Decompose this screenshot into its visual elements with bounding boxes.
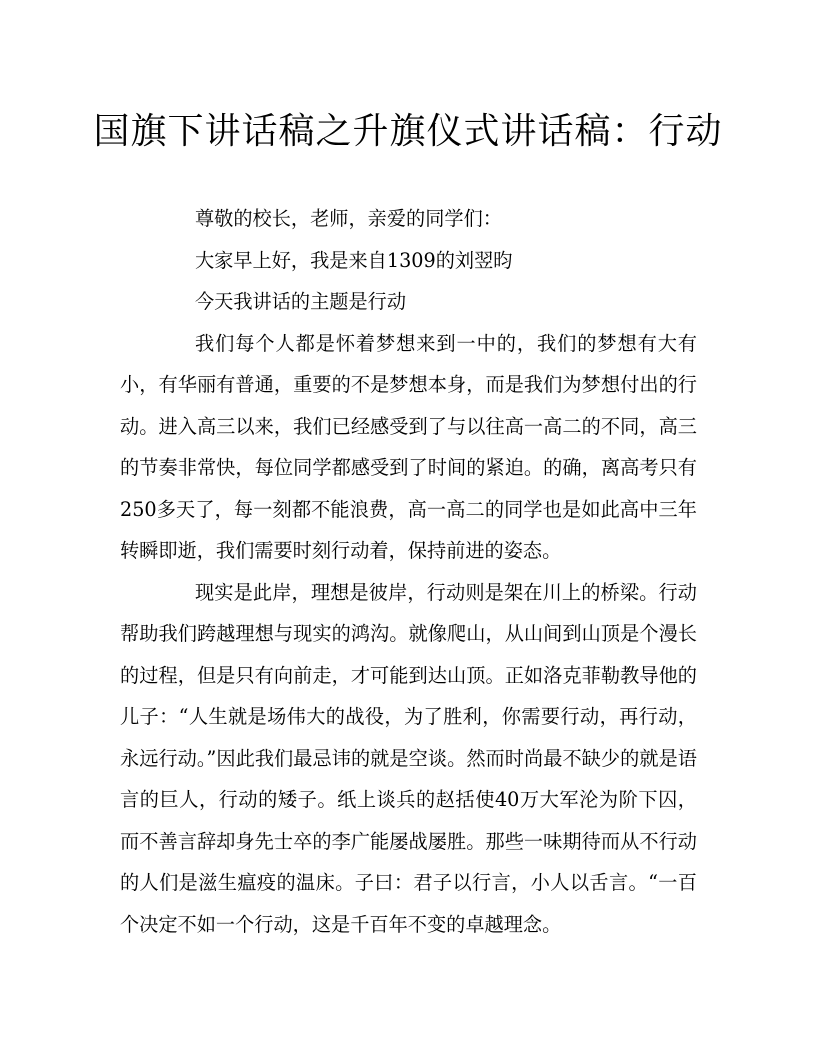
document-title: 国旗下讲话稿之升旗仪式讲话稿：行动 xyxy=(93,111,723,152)
paragraph-salutation: 尊敬的校长，老师，亲爱的同学们： xyxy=(195,207,502,230)
paragraph-dreams: 我们每个人都是怀着梦想来到一中的，我们的梦想有大有小，有华丽有普通，重要的不是梦想本身，而是我们为梦想付出的行动。进入高三以来，我们已经感受到了与以往高一高二的不同，高三的节奏非常快，每位同学都感受到了时间的紧迫。的确，离高考只有250多天了，每一刻都不能浪费，高一高二的同学也是如此高中三年转瞬即逝，我们需要时刻行动着，保持前进的姿态。 xyxy=(120,331,697,562)
paragraph-action: 现实是此岸，理想是彼岸，行动则是架在川上的桥梁。行动帮助我们跨越理想与现实的鸿沟。就像爬山，从山间到山顶是个漫长的过程，但是只有向前走，才可能到达山顶。正如洛克菲勒教导他的儿子：“人生就是场伟大的战役，为了胜利，你需要行动，再行动，永远行动。”因此我们最忌讳的就是空谈。然而时尚最不缺少的就是语言的巨人，行动的矮子。纸上谈兵的赵括使40万大军沦为阶下囚，而不善言辞却身先士卒的李广能屡战屡胜。那些一味期待而从不行动的人们是滋生瘟疫的温床。子曰：君子以行言，小人以舌言。“一百个决定不如一个行动，这是千百年不变的卓越理念。 xyxy=(120,580,697,936)
document-body xyxy=(120,198,697,945)
paragraph-greeting: 大家早上好，我是来自1309的刘翌昀 xyxy=(195,248,513,272)
paragraph-topic: 今天我讲话的主题是行动 xyxy=(195,290,407,313)
